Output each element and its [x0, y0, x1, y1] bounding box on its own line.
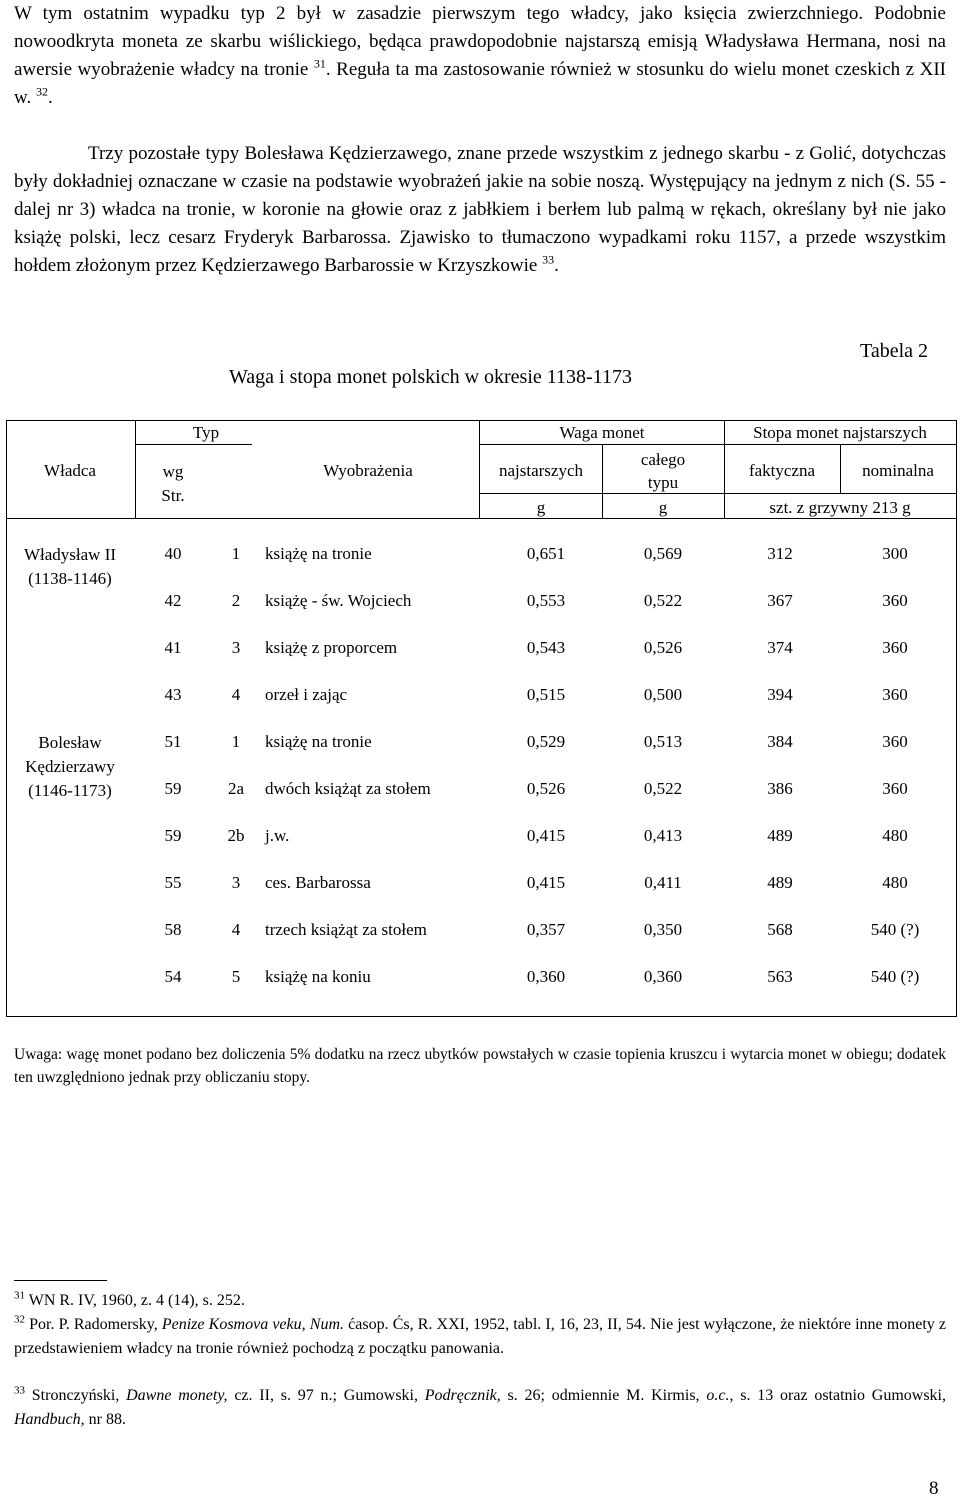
cell-type-number: 5 — [231, 967, 241, 986]
paragraph-2-text-a: Trzy pozostałe typy Bolesława Kędzierzawego, znane przede wszystkim z jednego skarbu - z Golić, dotychczas były dokładniej oznaczane w czasie na podstawie wyobrażeń jakie na sobie noszą. Występujący na jednym z nich (S. 55 - dalej nr 3) władca na tronie, w koronie na głowie oraz z jabłkiem i berłem lub palmą w rękach, określany był nie jako książę polski, lecz cesarz Fryderyk Barbarossa. Zjawisko to tłumaczono wypadkami roku 1157, a przede wszystkim hołdem złożonym przez Kędzierzawego Barbarossie w Krzyszkowie — [14, 143, 946, 276]
cell-standard-actual: 394 — [767, 685, 793, 704]
cell-weight-oldest: 0,415 — [526, 873, 566, 892]
cell-type-number: 3 — [231, 873, 241, 892]
table-note: Uwaga: wagę monet podano bez doliczenia 5% dodatku na rzecz ubytków powstałych w czasie topienia kruszcu i wytarcia monet w obiegu; dodatek ten uwzględniono jednak przy obliczaniu stopy. — [14, 1046, 946, 1086]
cell-standard-actual: 489 — [767, 873, 793, 892]
cell-weight-type: 0,522 — [643, 779, 683, 798]
cell-type-number: 2 — [231, 591, 241, 610]
cell-type-number: 4 — [231, 920, 241, 939]
footnote-32-text-b: ćasop. Ćs, R. XXI, 1952, tabl. I, 16, 23, II, 54. Nie jest wyłączone, że niektóre inne monety z przedstawieniem władcy na tronie również pochodzą z początku panowania. — [14, 1316, 947, 1357]
header-calego-typu: całego typu — [640, 450, 686, 492]
cell-weight-oldest: 0,553 — [526, 591, 566, 610]
header-unit-stopa: szt. z grzywny 213 g — [769, 498, 911, 517]
footnote-ref-33[interactable]: 33 — [542, 252, 555, 267]
cell-weight-oldest: 0,515 — [526, 685, 566, 704]
header-typ: Typ — [192, 423, 220, 442]
cell-standard-nominal: 540 (?) — [870, 920, 920, 939]
cell-wg-str: 51 — [164, 732, 182, 751]
ruler-boleslaw-kedzierzawy: Bolesław Kędzierzawy (1146-1173) — [25, 733, 115, 800]
cell-weight-type: 0,413 — [643, 826, 683, 845]
cell-wg-str: 40 — [164, 544, 182, 563]
cell-standard-nominal: 480 — [882, 873, 908, 892]
header-stopa: Stopa monet najstarszych — [753, 423, 927, 442]
table-title: Waga i stopa monet polskich w okresie 1138-1173 — [229, 366, 632, 388]
footnote-31-text: WN R. IV, 1960, z. 4 (14), s. 252. — [28, 1292, 245, 1309]
cell-wg-str: 43 — [164, 685, 182, 704]
cell-standard-nominal: 360 — [882, 732, 908, 751]
cell-standard-nominal: 360 — [882, 638, 908, 657]
cell-weight-oldest: 0,651 — [526, 544, 566, 563]
header-waga-monet: Waga monet — [559, 423, 645, 442]
page-number: 8 — [929, 1478, 939, 1499]
cell-standard-actual: 386 — [767, 779, 793, 798]
header-faktyczna: faktyczna — [748, 461, 816, 480]
footnote-32-text-a: Por. P. Radomersky, — [29, 1316, 162, 1333]
paragraph-1-text-a: W tym ostatnim wypadku typ 2 był w zasadzie pierwszym tego władcy, jako księcia zwierzchniego. Podobnie nowoodkryta moneta ze skarbu wiślickiego, będąca prawdopodobnie najstarszą emisją Władysława Hermana, nosi na awersie wyobrażenie władcy na tronie — [14, 3, 946, 80]
footnote-divider — [14, 1280, 107, 1281]
paragraph-1-text-b: . Reguła ta ma zastosowanie również w stosunku do wielu monet czeskich z XII w. — [14, 59, 947, 108]
cell-standard-nominal: 480 — [882, 826, 908, 845]
cell-type-number: 1 — [231, 544, 241, 563]
cell-image-description: książę na koniu — [265, 967, 371, 986]
cell-image-description: książę na tronie — [265, 732, 372, 751]
cell-weight-type: 0,522 — [643, 591, 683, 610]
cell-type-number: 3 — [231, 638, 241, 657]
cell-image-description: dwóch książąt za stołem — [265, 779, 431, 798]
cell-weight-type: 0,513 — [643, 732, 683, 751]
header-wladca: Władca — [44, 461, 96, 480]
header-unit-g-calego: g — [658, 498, 668, 517]
cell-weight-oldest: 0,415 — [526, 826, 566, 845]
cell-wg-str: 59 — [164, 779, 182, 798]
cell-type-number: 4 — [231, 685, 241, 704]
cell-wg-str: 55 — [164, 873, 182, 892]
footnote-33-italic-3: o.c. — [706, 1387, 730, 1404]
cell-standard-nominal: 300 — [882, 544, 908, 563]
cell-standard-nominal: 540 (?) — [870, 967, 920, 986]
cell-wg-str: 54 — [164, 967, 182, 986]
cell-standard-actual: 563 — [767, 967, 793, 986]
footnote-33-italic-2: Podręcznik, — [424, 1387, 501, 1404]
footnote-ref-32[interactable]: 32 — [36, 84, 48, 99]
cell-image-description: trzech książąt za stołem — [265, 920, 427, 939]
cell-type-number: 2b — [227, 826, 245, 845]
cell-standard-actual: 568 — [767, 920, 793, 939]
cell-standard-actual: 367 — [767, 591, 793, 610]
footnote-33-number: 33 — [14, 1384, 25, 1397]
footnote-32 — [14, 1313, 946, 1361]
cell-standard-actual: 312 — [767, 544, 793, 563]
footnote-ref-31[interactable]: 31 — [313, 56, 326, 71]
cell-standard-actual: 374 — [767, 638, 793, 657]
footnote-32-number: 32 — [14, 1313, 25, 1326]
cell-wg-str: 58 — [164, 920, 182, 939]
header-najstarszych: najstarszych — [498, 461, 584, 480]
cell-weight-type: 0,526 — [643, 638, 683, 657]
cell-type-number: 2a — [227, 779, 245, 798]
cell-standard-actual: 489 — [767, 826, 793, 845]
footnote-31 — [14, 1289, 946, 1313]
footnote-33-text-e: nr 88. — [84, 1411, 126, 1428]
paragraph-2-text-b: . — [554, 255, 559, 276]
header-wyobrazenia: Wyobrażenia — [323, 461, 413, 480]
cell-weight-oldest: 0,529 — [526, 732, 566, 751]
cell-standard-nominal: 360 — [882, 685, 908, 704]
footnote-32-italic: Penize Kosmova veku, Num. — [161, 1316, 345, 1333]
header-wg-str: wg Str. — [161, 462, 185, 505]
cell-wg-str: 41 — [164, 638, 182, 657]
cell-weight-type: 0,360 — [643, 967, 683, 986]
footnote-33-text-a: Stronczyński, — [31, 1387, 127, 1404]
footnote-33-text-b: cz. II, s. 97 n.; Gumowski, — [227, 1387, 425, 1404]
coin-weight-table — [6, 420, 957, 1017]
cell-weight-oldest: 0,543 — [526, 638, 566, 657]
cell-weight-oldest: 0,360 — [526, 967, 566, 986]
cell-standard-nominal: 360 — [882, 779, 908, 798]
footnote-33-italic-1: Dawne monety, — [126, 1387, 228, 1404]
cell-weight-oldest: 0,526 — [526, 779, 566, 798]
cell-wg-str: 59 — [164, 826, 182, 845]
paragraph-1 — [14, 0, 946, 112]
cell-type-number: 1 — [231, 732, 241, 751]
header-nominalna: nominalna — [862, 461, 934, 480]
cell-image-description: książę na tronie — [265, 544, 372, 563]
cell-weight-type: 0,500 — [643, 685, 683, 704]
cell-image-description: orzeł i zając — [265, 685, 348, 704]
cell-weight-oldest: 0,357 — [526, 920, 566, 939]
cell-standard-nominal: 360 — [882, 591, 908, 610]
footnote-33 — [14, 1384, 946, 1432]
cell-weight-type: 0,411 — [644, 873, 682, 892]
footnote-33-italic-4: Handbuch, — [14, 1411, 85, 1428]
footnote-31-number: 31 — [14, 1289, 25, 1302]
cell-image-description: ces. Barbarossa — [265, 873, 371, 892]
cell-standard-actual: 384 — [767, 732, 793, 751]
cell-wg-str: 42 — [164, 591, 182, 610]
table-label: Tabela 2 — [860, 340, 929, 362]
footnote-33-text-d: , s. 13 oraz ostatnio Gumowski, — [729, 1387, 947, 1404]
header-unit-g-najstarszych: g — [536, 498, 546, 517]
cell-image-description: książę z proporcem — [265, 638, 398, 657]
cell-image-description: książę - św. Wojciech — [265, 591, 412, 610]
paragraph-2 — [14, 140, 946, 280]
cell-weight-type: 0,350 — [643, 920, 683, 939]
cell-weight-type: 0,569 — [643, 544, 683, 563]
paragraph-1-text-c: . — [48, 87, 53, 108]
cell-image-description: j.w. — [265, 826, 290, 845]
ruler-wladyslaw-ii: Władysław II (1138-1146) — [23, 545, 117, 588]
footnote-33-text-c: s. 26; odmiennie M. Kirmis, — [500, 1387, 707, 1404]
